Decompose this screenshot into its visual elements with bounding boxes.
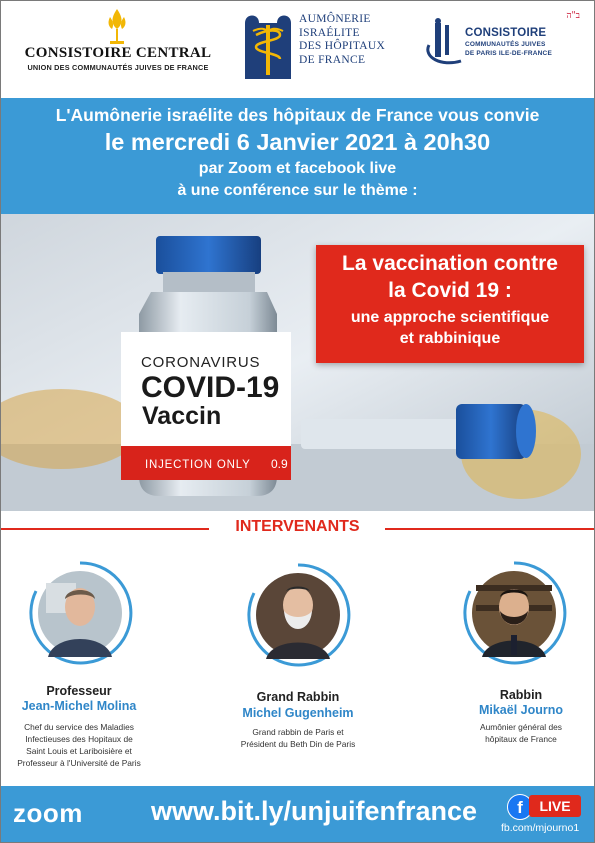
speaker1-desc: Chef du service des Maladies Infectieuses des Hopitaux de Saint Louis et Lariboisière et Professeur à l'Université de Paris bbox=[17, 722, 141, 768]
event-link[interactable]: www.bit.ly/unjuifenfrance bbox=[151, 796, 478, 826]
facebook-icon: f bbox=[507, 794, 533, 820]
speaker3-role: Rabbin bbox=[499, 688, 543, 702]
invitation-band bbox=[1, 98, 594, 214]
facebook-handle[interactable]: fb.com/mjourno1 bbox=[501, 822, 580, 834]
live-badge: LIVE bbox=[529, 795, 581, 817]
speaker2-desc: Grand rabbin de Paris et Président du Beth Din de Paris bbox=[240, 727, 356, 749]
invitation-line4: à une conférence sur le thème : bbox=[177, 182, 418, 199]
speaker1-name: Jean-Michel Molina bbox=[21, 699, 137, 713]
event-date: le mercredi 6 Janvier 2021 à 20h30 bbox=[104, 129, 491, 155]
logo3-title: CONSISTOIRE bbox=[465, 27, 547, 39]
zoom-logo: zoom bbox=[13, 798, 83, 828]
divider-right bbox=[385, 528, 594, 530]
vial-injection-only: INJECTION ONLY bbox=[145, 459, 251, 471]
theme-box bbox=[316, 245, 584, 363]
logo3-line3: DE PARIS ILE-DE-FRANCE bbox=[465, 50, 552, 57]
vial-vaccin: Vaccin bbox=[142, 402, 222, 430]
aumonerie-logo bbox=[241, 7, 386, 87]
vaccine-photo bbox=[1, 214, 594, 511]
theme-line2: la Covid 19 : bbox=[388, 279, 512, 302]
theme-line3: une approche scientifique bbox=[350, 309, 550, 326]
invitation-line1: L'Aumônerie israélite des hôpitaux de France vous convie bbox=[55, 105, 540, 125]
speaker-photo-journo bbox=[460, 559, 568, 667]
consistoire-paris-logo bbox=[421, 7, 581, 87]
logo2-text: AUMÔNERIE ISRAÉLITE DES HÔPITAUX DE FRANCE bbox=[299, 13, 386, 66]
invitation-line3: par Zoom et facebook live bbox=[198, 160, 397, 177]
theme-line1: La vaccination contre bbox=[342, 252, 558, 275]
logo1-title: CONSISTOIRE CENTRAL bbox=[24, 45, 212, 61]
logo3-line2: COMMUNAUTÉS JUIVES bbox=[465, 41, 546, 48]
speaker2-role: Grand Rabbin bbox=[256, 690, 340, 704]
speaker2-name: Michel Gugenheim bbox=[242, 706, 354, 720]
consistoire-central-logo bbox=[23, 7, 213, 87]
speaker-photo-gugenheim bbox=[244, 561, 352, 669]
speaker3-desc: Aumônier général des hôpitaux de France bbox=[480, 722, 562, 744]
vial-band-right: 0.9 bbox=[271, 457, 288, 471]
tablets-caduceus-icon bbox=[241, 9, 295, 79]
footer-bar bbox=[1, 786, 594, 842]
theme-line4: et rabbinique bbox=[399, 330, 501, 347]
bsd-mark: ב"ה bbox=[566, 11, 580, 21]
speaker-photo-molina bbox=[26, 559, 134, 667]
logo1-subtitle: UNION DES COMMUNAUTÉS JUIVES DE FRANCE bbox=[27, 63, 209, 72]
vial-covid19: COVID-19 bbox=[141, 371, 280, 404]
speaker3-name: Mikaël Journo bbox=[478, 703, 564, 717]
menorah-flame-icon bbox=[104, 7, 130, 47]
speakers-title: INTERVENANTS bbox=[235, 518, 360, 535]
speaker1-role: Professeur bbox=[46, 684, 112, 698]
vial-coronavirus: CORONAVIRUS bbox=[141, 354, 261, 371]
